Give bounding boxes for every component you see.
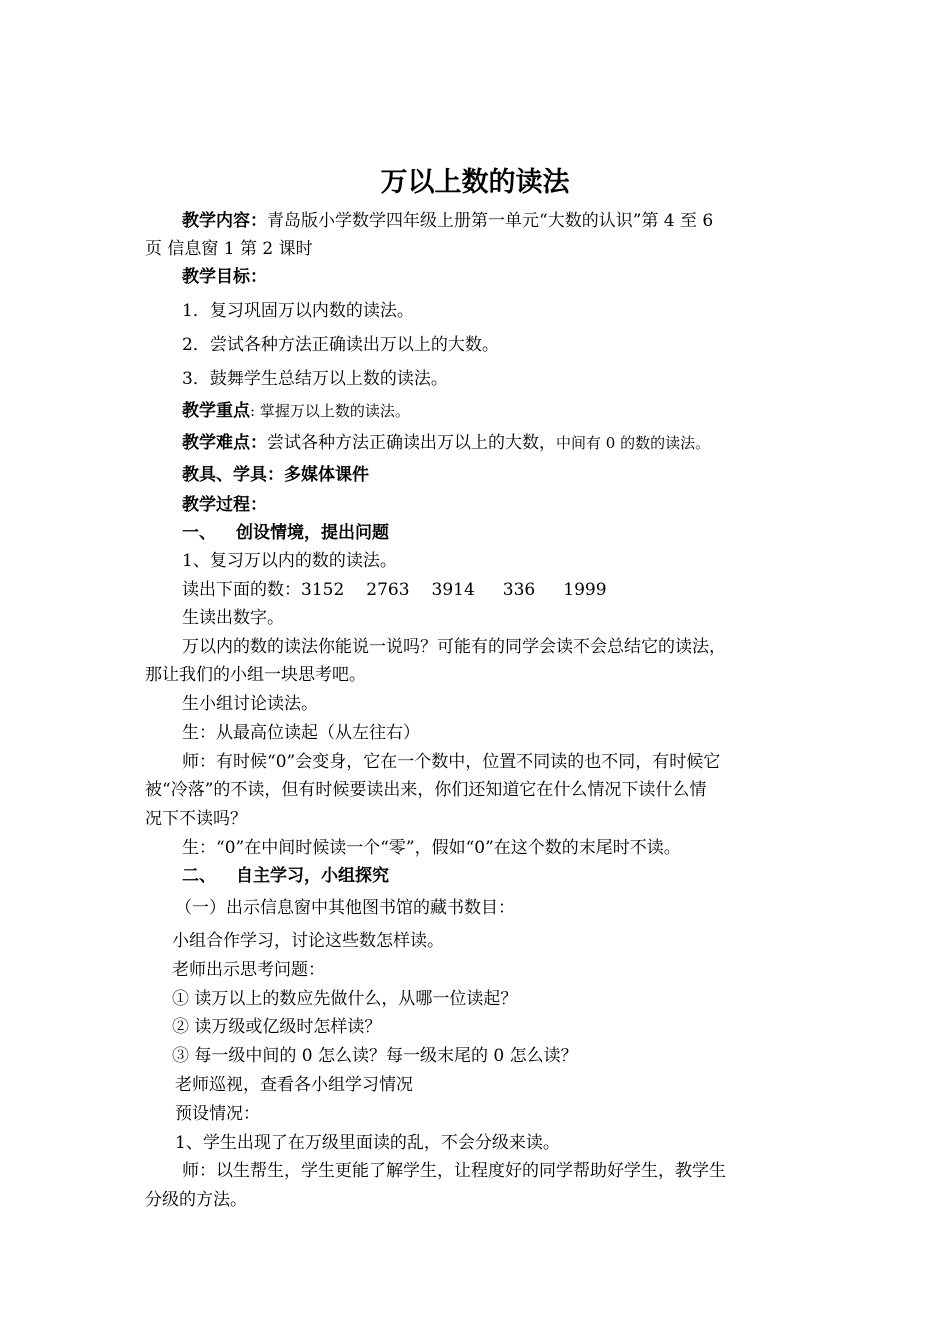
paragraph-1-line-1: 万以内的数的读法你能说一说吗？可能有的同学会读不会总结它的读法， [182,637,726,657]
read-numbers-line [182,579,629,601]
review-line: 1、复习万以内的数的读法。 [182,551,397,571]
key-label: 教学重点 [182,401,250,421]
difficulty-text-1: 尝试各种方法正确读出万以上的大数， [267,433,556,453]
content-line-1 [182,210,713,232]
group-discuss: 生小组讨论读法。 [182,694,318,714]
key-text: : 掌握万以上数的读法。 [250,402,410,420]
difficulty-line [182,432,710,454]
student-reads: 生读出数字。 [182,608,284,628]
content-label: 教学内容： [182,211,267,231]
process-label: 教学过程： [182,495,267,515]
question-item: ③ 每一级中间的 0 怎么读？每一级末尾的 0 怎么读？ [172,1046,578,1066]
teacher-1-line-2: 被“冷落”的不读，但有时候要读出来，你们还知道它在什么情况下读什么情 [145,780,707,800]
tools-line: 教具、学具：多媒体课件 [182,465,369,485]
section-2-number: 二、 [182,866,216,886]
section-2-title: 自主学习，小组探究 [236,866,389,886]
key-point-line [182,400,410,422]
section-1-title: 创设情境，提出问题 [236,523,389,543]
teacher-2-line-2: 分级的方法。 [145,1190,247,1210]
section-1-heading [182,522,389,544]
read-number: 1999 [563,580,607,600]
read-number: 3914 [431,580,475,600]
content-line-2: 页 信息窗 1 第 2 课时 [145,239,313,259]
page-title: 万以上数的读法 [380,167,570,198]
difficulty-label: 教学难点： [182,433,267,453]
teacher-1-line-3: 况下不读吗？ [145,809,247,829]
student-answer: 生：从最高位读起（从左往右） [182,723,420,743]
read-number: 2763 [366,580,410,600]
paragraph-1-line-2: 那让我们的小组一块思考吧。 [145,665,366,685]
student-zero-answer: 生：“0”在中间时候读一个“零”，假如“0”在这个数的末尾时不读。 [182,838,681,858]
goals-label: 教学目标： [182,267,267,287]
question-item: ① 读万以上的数应先做什么，从哪一位读起？ [172,989,518,1009]
goal-item: 1．复习巩固万以内数的读法。 [182,301,414,321]
read-prompt: 读出下面的数： [182,580,301,600]
question-item: ② 读万级或亿级时怎样读？ [172,1017,382,1037]
teacher-1-line-1: 师：有时候“0”会变身，它在一个数中，位置不同读的也不同，有时候它 [182,752,721,772]
patrol-line: 老师巡视，查看各小组学习情况 [175,1075,413,1095]
preset-label: 预设情况： [175,1104,260,1124]
difficulty-text-2: 中间有 0 的数的读法。 [556,434,711,452]
teacher-2-line-1: 师：以生帮生，学生更能了解学生，让程度好的同学帮助好学生，教学生 [182,1161,726,1181]
read-number: 3152 [301,580,345,600]
content-text-1: 青岛版小学数学四年级上册第一单元“大数的认识”第 4 至 6 [267,211,714,231]
goal-item: 2．尝试各种方法正确读出万以上的大数。 [182,335,499,355]
coop-line: 小组合作学习，讨论这些数怎样读。 [172,931,444,951]
teacher-question-line: 老师出示思考问题： [172,960,325,980]
show-info-line: （一）出示信息窗中其他图书馆的藏书数目： [175,898,515,918]
section-1-number: 一、 [182,523,216,543]
preset-item: 1、学生出现了在万级里面读的乱，不会分级来读。 [175,1133,560,1153]
section-2-heading [182,865,389,887]
read-number: 336 [502,580,536,600]
goal-item: 3．鼓舞学生总结万以上数的读法。 [182,369,448,389]
